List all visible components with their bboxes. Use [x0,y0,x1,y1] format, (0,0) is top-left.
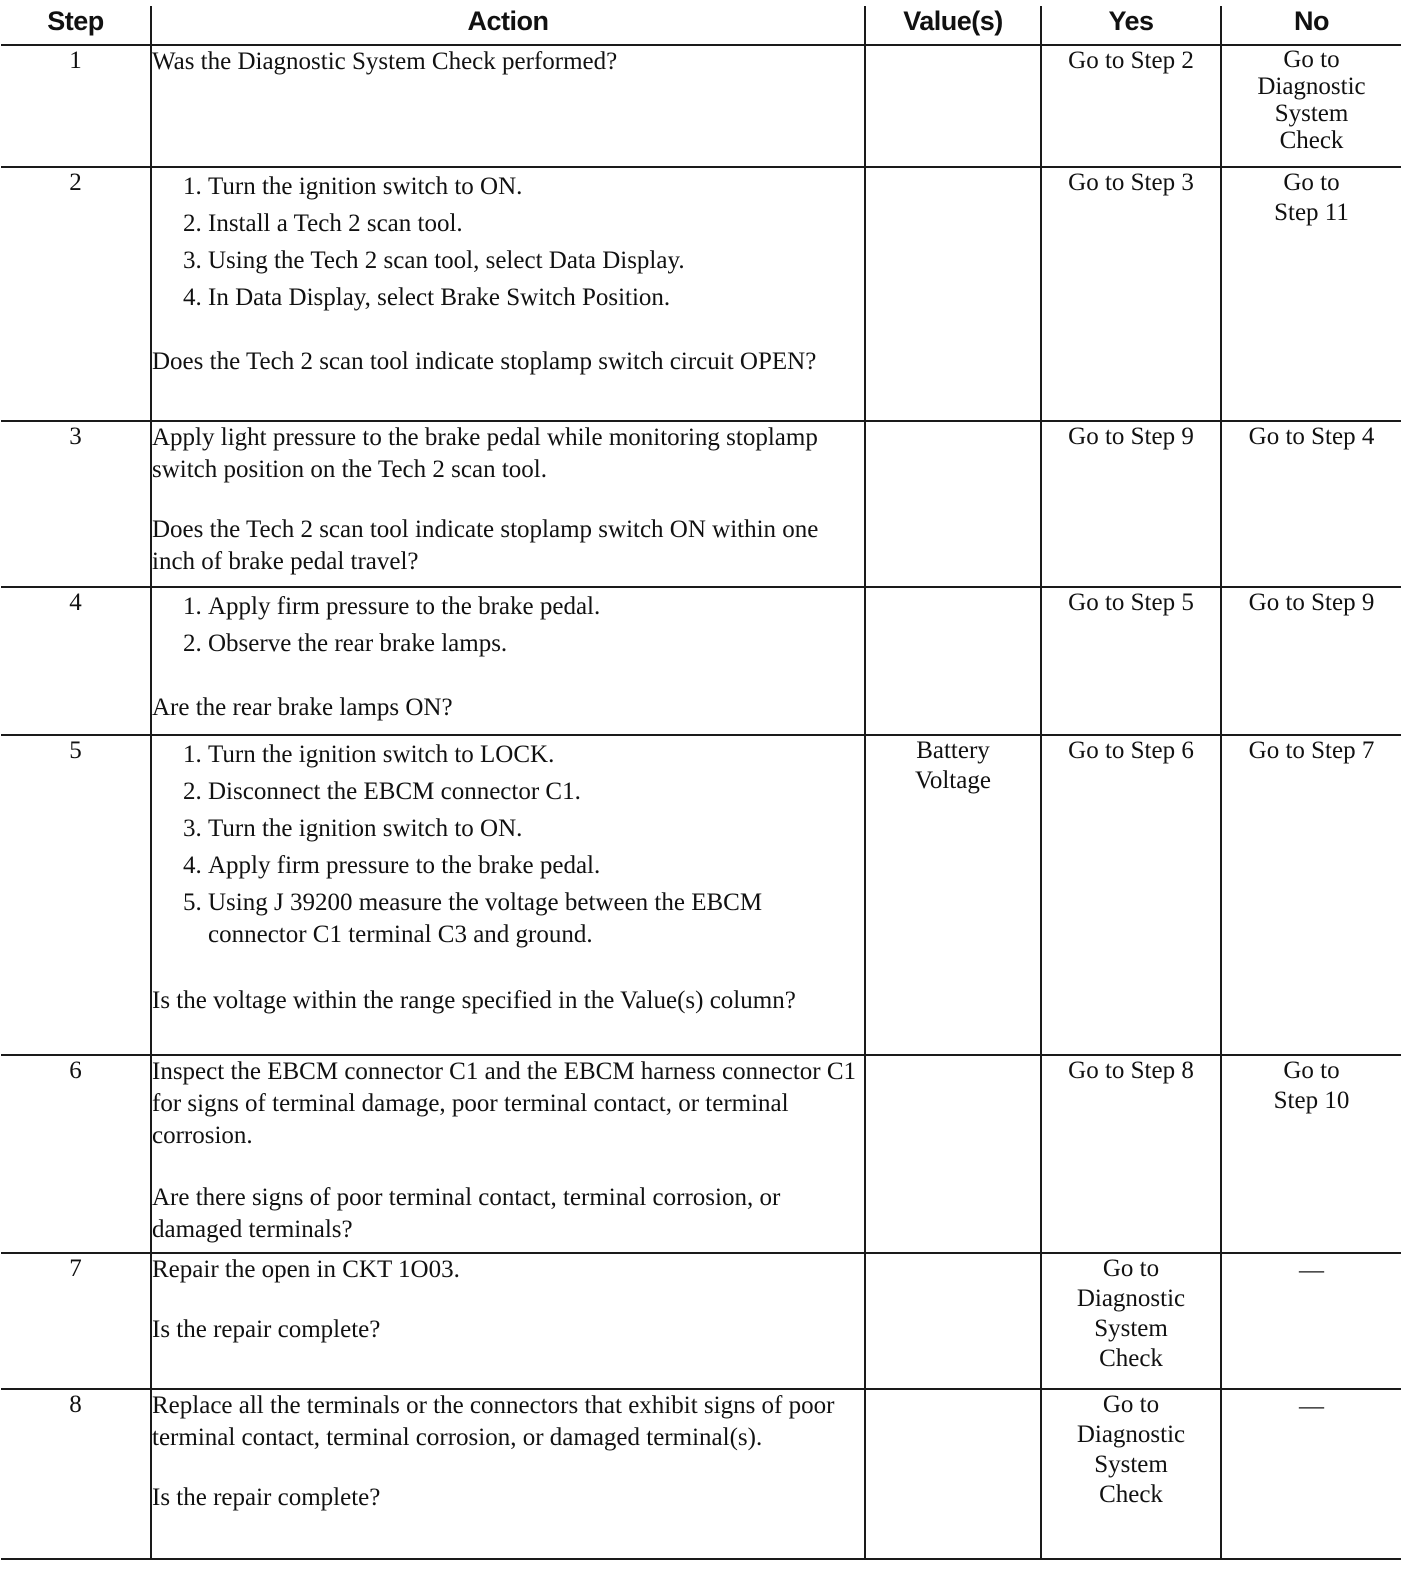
step-number: 6 [1,1055,151,1253]
substep: 1. Apply firm pressure to the brake pedal. [208,588,864,625]
yes-cell: Go to Step 5 [1041,587,1221,735]
table-row [1,1055,1401,1253]
yes-line: Check [1099,1345,1163,1372]
no-line: Go to [1283,46,1340,73]
no-cell [1221,45,1401,167]
action-cell [151,45,865,167]
substep: 2. Observe the rear brake lamps. [208,625,864,662]
substep: 1. Turn the ignition switch to LOCK. [208,736,864,773]
no-line: Check [1279,127,1344,154]
table-row [1,167,1401,421]
value-cell [865,421,1041,587]
yes-cell [1041,1389,1221,1559]
action-text: Apply light pressure to the brake pedal while monitoring stoplamp switch position on the Tech 2 scan tool. [152,424,818,483]
yes-cell: Go to Step 8 [1041,1055,1221,1253]
step-number: 8 [1,1389,151,1559]
value-line: Voltage [915,767,991,794]
step-number: 7 [1,1253,151,1389]
value-cell [865,167,1041,421]
yes-cell: Go to Step 9 [1041,421,1221,587]
substep: 4. In Data Display, select Brake Switch Position. [208,279,864,316]
substep-list [152,588,864,662]
dash-mark: — [1299,1257,1324,1284]
table-row [1,735,1401,1055]
action-cell [151,1055,865,1253]
step-number: 4 [1,587,151,735]
dash-mark: — [1299,1393,1324,1420]
no-line: Go to [1283,169,1340,196]
action-cell [151,587,865,735]
yes-cell: Go to Step 3 [1041,167,1221,421]
value-cell [865,735,1041,1055]
substep: 2. Install a Tech 2 scan tool. [208,205,864,242]
substep-list [152,736,864,951]
table-row [1,1389,1401,1559]
yes-line: Go to [1102,1391,1160,1418]
yes-cell: Go to Step 6 [1041,735,1221,1055]
no-line: System [1274,100,1349,127]
action-cell [151,735,865,1055]
step-number: 3 [1,421,151,587]
no-line: Diagnostic [1257,73,1366,100]
value-cell [865,1253,1041,1389]
yes-line: System [1094,1451,1168,1478]
header-yes: Yes [1041,6,1221,45]
question-text: Are there signs of poor terminal contact, terminal corrosion, or damaged terminals? [152,1184,781,1243]
step-number: 5 [1,735,151,1055]
header-row [1,6,1401,45]
no-cell: Go to Step 7 [1221,735,1401,1055]
yes-cell [1041,1253,1221,1389]
substep: 4. Apply firm pressure to the brake pedal. [208,847,864,884]
no-cell [1221,1253,1401,1389]
substep-list [152,168,864,316]
table-row [1,1253,1401,1389]
no-cell: Go to Step 9 [1221,587,1401,735]
value-cell [865,1055,1041,1253]
question-text: Is the repair complete? [152,1316,381,1343]
yes-cell: Go to Step 2 [1041,45,1221,167]
substep: 1. Turn the ignition switch to ON. [208,168,864,205]
no-cell [1221,167,1401,421]
action-cell [151,1253,865,1389]
action-text: Replace all the terminals or the connectors that exhibit signs of poor terminal contact, terminal corrosion, or damaged terminal(s). [152,1392,835,1451]
substep: 2. Disconnect the EBCM connector C1. [208,773,864,810]
no-cell [1221,1055,1401,1253]
substep: 3. Turn the ignition switch to ON. [208,810,864,847]
header-values: Value(s) [865,6,1041,45]
action-cell [151,1389,865,1559]
action-cell [151,421,865,587]
no-line: Step 10 [1273,1087,1350,1114]
header-action: Action [151,6,865,45]
table-row [1,421,1401,587]
yes-line: Check [1099,1481,1163,1508]
no-line: Go to [1283,1057,1340,1084]
substep: 3. Using the Tech 2 scan tool, select Data Display. [208,242,864,279]
step-number: 1 [1,45,151,167]
action-text: Was the Diagnostic System Check performed? [152,48,618,75]
action-text: Repair the open in CKT 1O03. [152,1256,460,1283]
no-cell [1221,1389,1401,1559]
action-text: Inspect the EBCM connector C1 and the EBCM harness connector C1 for signs of terminal damage, poor terminal contact, or terminal corrosion. [152,1058,857,1149]
question-text: Are the rear brake lamps ON? [152,694,453,721]
substep: 5. Using J 39200 measure the voltage between the EBCM connector C1 terminal C3 and ground. [208,884,864,951]
table-row [1,45,1401,167]
yes-line: Diagnostic [1076,1421,1186,1448]
no-line: Step 11 [1274,199,1349,226]
step-number: 2 [1,167,151,421]
header-step: Step [1,6,151,45]
value-cell [865,587,1041,735]
value-line: Battery [916,737,990,764]
action-cell [151,167,865,421]
question-text: Does the Tech 2 scan tool indicate stoplamp switch circuit OPEN? [152,348,817,375]
yes-line: Diagnostic [1076,1285,1186,1312]
question-text: Is the repair complete? [152,1484,381,1511]
table-row [1,587,1401,735]
yes-line: System [1094,1315,1168,1342]
value-cell [865,1389,1041,1559]
no-cell: Go to Step 4 [1221,421,1401,587]
value-cell [865,45,1041,167]
header-no: No [1221,6,1401,45]
yes-line: Go to [1102,1255,1160,1282]
diagnostic-table [1,6,1401,1560]
question-text: Is the voltage within the range specified in the Value(s) column? [152,987,796,1014]
question-text: Does the Tech 2 scan tool indicate stoplamp switch ON within one inch of brake pedal travel? [152,516,819,575]
